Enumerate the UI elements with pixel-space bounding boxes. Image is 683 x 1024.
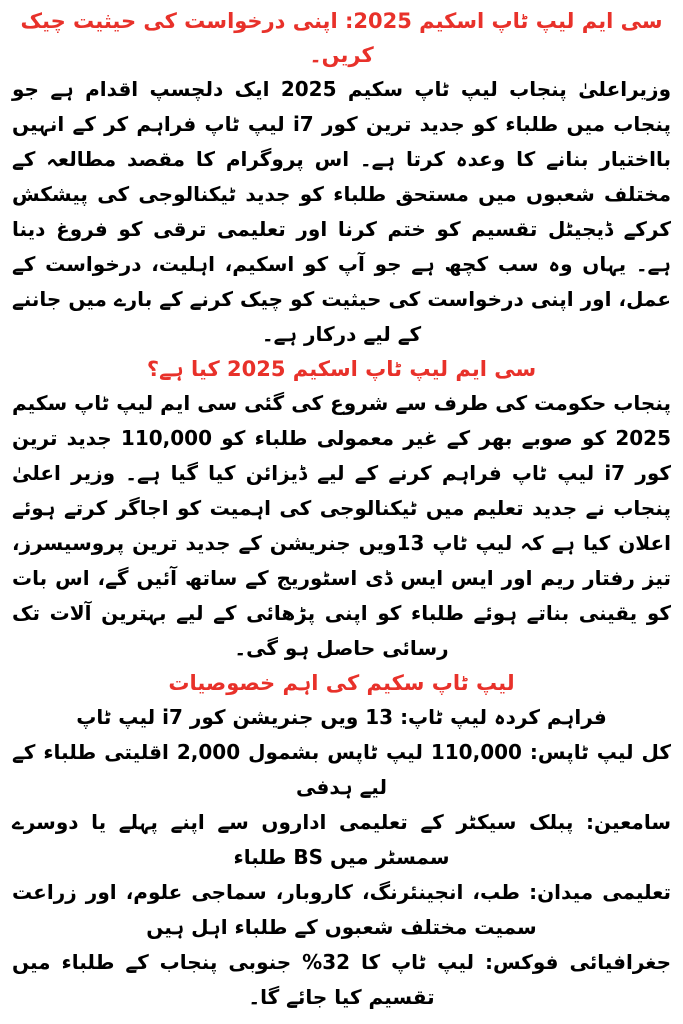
feature-value: طب، انجینئرنگ، کاروبار، سماجی علوم، اور زراعت سمیت مختلف شعبوں کے طلباء اہل ہیں [12, 880, 537, 939]
feature-item [12, 735, 671, 805]
feature-key: سامعین: [585, 810, 671, 834]
section-heading-what-is: سی ایم لیپ ٹاپ اسکیم 2025 کیا ہے؟ [146, 357, 537, 381]
feature-item [12, 805, 671, 875]
intro-paragraph: وزیراعلیٰ پنجاب لیپ ٹاپ سکیم 2025 ایک دلچسپ اقدام ہے جو پنجاب میں طلباء کو جدید ترین کور i7 لیپ ٹاپ فراہم کر کے انہیں بااختیار بنانے کا وعدہ کرتا ہے۔ اس پروگرام کا مقصد مطالعہ کے مختلف شعبوں میں مستحق طلباء کو جدید ٹیکنالوجی کی پیشکش کرکے ڈیجیٹل تقسیم کو ختم کرنا اور تعلیمی ترقی کو فروغ دینا ہے۔ یہاں وہ سب کچھ ہے جو آپ کو اسکیم، اہلیت، درخواست کے عمل، اور اپنی درخواست کی حیثیت کو چیک کرنے کے بارے میں جاننے کے لیے درکار ہے۔ [12, 77, 672, 346]
feature-value: 13 ویں جنریشن کور i7 لیپ ٹاپ [76, 705, 394, 729]
feature-key: تعلیمی میدان: [529, 880, 671, 904]
features-list [12, 700, 671, 1015]
feature-item [12, 700, 671, 735]
feature-key: فراہم کردہ لیپ ٹاپ: [400, 705, 607, 729]
section-heading-features: لیپ ٹاپ سکیم کی اہم خصوصیات [168, 671, 515, 695]
article-title: سی ایم لیپ ٹاپ اسکیم 2025: اپنی درخواست کی حیثیت چیک کریں۔ [20, 9, 663, 67]
feature-key: جغرافیائی فوکس: [484, 950, 671, 974]
feature-value: پبلک سیکٹر کے تعلیمی اداروں سے اپنے پہلے یا دوسرے سمسٹر میں BS طلباء [12, 810, 574, 869]
feature-value: 110,000 لیپ ٹاپس بشمول 2,000 اقلیتی طلباء کے لیے ہدفی [12, 740, 522, 799]
feature-value: لیپ ٹاپ کا 32% جنوبی پنجاب کے طلباء میں تقسیم کیا جائے گا۔ [12, 950, 475, 1009]
feature-item [12, 875, 671, 945]
what-is-paragraph: پنجاب حکومت کی طرف سے شروع کی گئی سی ایم لیپ ٹاپ سکیم 2025 کو صوبے بھر کے غیر معمولی طلباء کو 110,000 جدید ترین کور i7 لیپ ٹاپ فراہم کرنے کے لیے ڈیزائن کیا گیا ہے۔ وزیر اعلیٰ پنجاب نے جدید تعلیم میں ٹیکنالوجی کی اہمیت کو اجاگر کرتے ہوئے اعلان کیا ہے کہ لیپ ٹاپ 13ویں جنریشن کے جدید ترین پروسیسرز، تیز رفتار ریم اور ایس ایس ڈی اسٹوریج کے ساتھ آئیں گے، اس بات کو یقینی بناتے ہوئے طلباء کو اپنی پڑھائی کے لیے بہترین آلات تک رسائی حاصل ہو گی۔ [12, 391, 672, 660]
feature-key: کل لیپ ٹاپس: [529, 740, 671, 764]
feature-item [12, 945, 671, 1015]
